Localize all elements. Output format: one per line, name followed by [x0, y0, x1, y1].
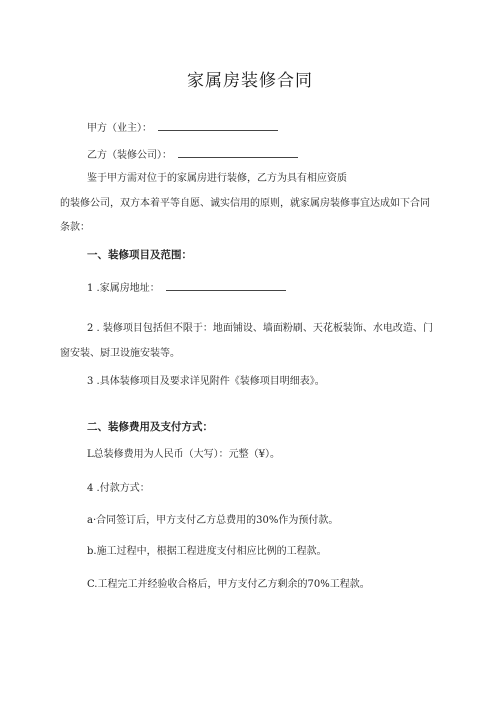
address-blank	[166, 280, 286, 291]
party-a-label: 甲方（业主）：	[87, 123, 152, 134]
party-b-line	[87, 147, 298, 163]
item-1-line	[87, 280, 286, 296]
payment-a-line: a·合同签订后，甲方支付乙方总费用的30%作为预付款。	[87, 515, 339, 526]
item-4-line: 4 .付款方式：	[87, 483, 150, 494]
payment-c-line: C.工程完工并经验收合格后，甲方支付乙方剩余的70%工程款。	[87, 579, 370, 590]
section-2-heading: 二、装修费用及支付方式：	[87, 421, 213, 433]
party-a-blank	[158, 120, 278, 131]
item-2-line-1: 2 . 装修项目包括但不限于：地面铺设、墙面粉刷、天花板装饰、水电改造、门	[87, 323, 433, 334]
preamble-line-1: 鉴于甲方需对位于的家属房进行装修，乙方为具有相应资质	[87, 173, 347, 184]
payment-b-line: b.施工过程中，根据工程进度支付相应比例的工程款。	[87, 546, 327, 557]
item-1-label: 1 .家属房地址：	[87, 283, 160, 294]
preamble-line-3: 条款：	[60, 222, 90, 233]
document-title: 家属房装修合同	[187, 71, 313, 91]
preamble-line-2: 的装修公司，双方本着平等自愿、诚实信用的原则，就家属房装修事宜达成如下合同	[60, 198, 430, 209]
item-3-line: 3 .具体装修项目及要求详见附件《装修项目明细表》。	[87, 376, 325, 387]
item-2-line-2: 窗安装、厨卫设施安装等。	[60, 348, 180, 359]
party-b-label: 乙方（装修公司）：	[87, 150, 172, 161]
fee-total-line: L总装修费用为人民币（大写）：元整（¥）。	[87, 449, 281, 460]
party-a-line	[87, 120, 278, 136]
section-1-heading: 一、装修项目及范围：	[87, 249, 192, 261]
party-b-blank	[178, 147, 298, 158]
